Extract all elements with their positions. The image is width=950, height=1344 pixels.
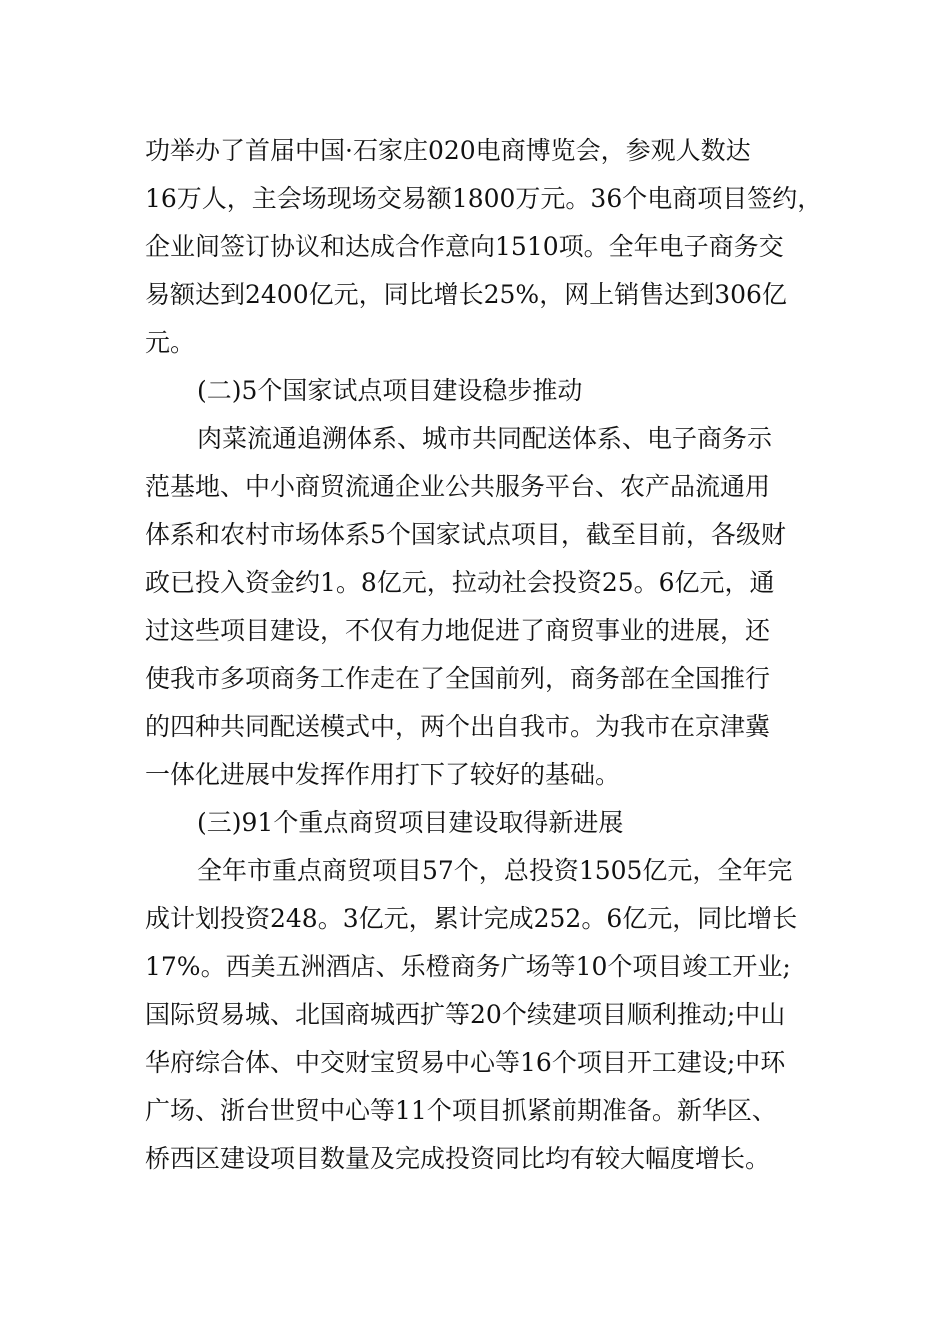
paragraph-line: 元。 xyxy=(145,328,196,357)
paragraph-line: 17%。西美五洲酒店、乐橙商务广场等10个项目竣工开业; xyxy=(145,952,791,981)
paragraph-line: 国际贸易城、北国商城西扩等20个续建项目顺利推动;中山 xyxy=(145,1000,786,1029)
paragraph-line: 华府综合体、中交财宝贸易中心等16个项目开工建设;中环 xyxy=(145,1048,786,1077)
paragraph-line: 范基地、中小商贸流通企业公共服务平台、农产品流通用 xyxy=(145,472,771,501)
paragraph-line: 易额达到2400亿元，同比增长25%，网上销售达到306亿 xyxy=(145,280,787,309)
paragraph-line: 广场、浙台世贸中心等11个项目抓紧前期准备。新华区、 xyxy=(145,1096,777,1125)
paragraph-line: 体系和农村市场体系5个国家试点项目，截至目前，各级财 xyxy=(145,520,786,549)
paragraph-line: 功举办了首届中国·石家庄020电商博览会，参观人数达 xyxy=(145,136,751,165)
paragraph-line: 政已投入资金约1。8亿元，拉动社会投资25。6亿元，通 xyxy=(145,568,775,597)
paragraph-line: 使我市多项商务工作走在了全国前列，商务部在全国推行 xyxy=(145,664,771,693)
paragraph-line: 成计划投资248。3亿元，累计完成252。6亿元，同比增长 xyxy=(145,904,798,933)
paragraph-line: 的四种共同配送模式中，两个出自我市。为我市在京津冀 xyxy=(145,712,771,741)
paragraph-line: 肉菜流通追溯体系、城市共同配送体系、电子商务示 xyxy=(197,424,773,453)
paragraph-line: 16万人，主会场现场交易额1800万元。36个电商项目签约， xyxy=(145,184,823,213)
document-body xyxy=(145,127,823,1183)
paragraph-line: 全年市重点商贸项目57个，总投资1505亿元，全年完 xyxy=(197,856,793,885)
section-heading: (三)91个重点商贸项目建设取得新进展 xyxy=(197,808,624,837)
paragraph-line: 一体化进展中发挥作用打下了较好的基础。 xyxy=(145,760,621,789)
paragraph-line: 桥西区建设项目数量及完成投资同比均有较大幅度增长。 xyxy=(145,1144,771,1173)
paragraph-line: 企业间签订协议和达成合作意向1510项。全年电子商务交 xyxy=(145,232,784,261)
section-heading: (二)5个国家试点项目建设稳步推动 xyxy=(197,376,583,405)
paragraph-line: 过这些项目建设，不仅有力地促进了商贸事业的进展，还 xyxy=(145,616,771,645)
